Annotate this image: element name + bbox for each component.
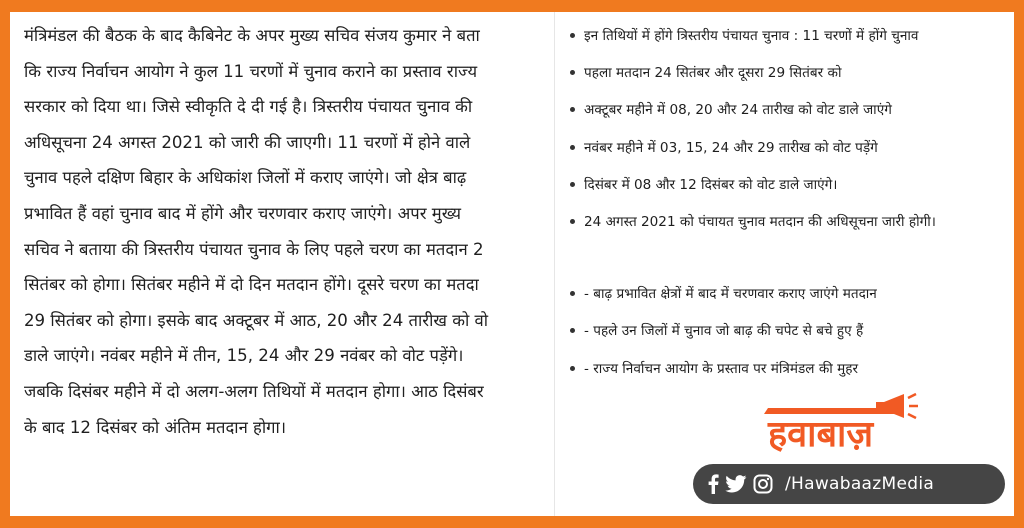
article-line: सचिव ने बताया की त्रिस्तरीय पंचायत चुनाव के लिए पहले चरण का मतदान 2: [24, 239, 484, 259]
article-line: सितंबर को होगा। सितंबर महीने में दो दिन मतदान होंगे। दूसरे चरण का मतदा: [24, 275, 479, 295]
column-divider: [554, 12, 555, 516]
list-item-text: 24 अगस्त 2021 को पंचायत चुनाव मतदान की अधिसूचना जारी होगी।: [584, 213, 936, 230]
bullet-icon: [570, 182, 575, 187]
social-handle-text: /HawabaazMedia: [785, 474, 935, 494]
facebook-icon[interactable]: [707, 474, 719, 494]
article-line: के बाद 12 दिसंबर को अंतिम मतदान होगा।: [24, 417, 287, 437]
megaphone-icon: [876, 394, 918, 418]
bullet-icon: [570, 366, 575, 371]
article-body: [24, 18, 539, 516]
list-item-text: - पहले उन जिलों में चुनाव जो बाढ़ की चपेट से बचे हुए हैं: [584, 323, 864, 340]
list-item-text: दिसंबर में 08 और 12 दिसंबर को वोट डाले जाएंगे।: [584, 176, 838, 193]
article-line: अधिसूचना 24 अगस्त 2021 को जारी की जाएगी। 11 चरणों में होने वाले: [24, 132, 471, 152]
list-item: [568, 175, 1008, 212]
article-line: डाले जाएंगे। नवंबर महीने में तीन, 15, 24 और 29 नवंबर को वोट पड़ेंगे।: [24, 346, 464, 366]
article-line: प्रभावित हैं वहां चुनाव बाद में होंगे और चरणवार कराए जाएंगे। अपर मुख्य: [24, 203, 462, 223]
list-item: [568, 100, 1008, 137]
article-line: मंत्रिमंडल की बैठक के बाद कैबिनेट के अपर मुख्य सचिव संजय कुमार ने बता: [24, 26, 480, 45]
article-paragraph: [24, 18, 539, 445]
bullet-icon: [570, 328, 575, 333]
list-item-text: - बाढ़ प्रभावित क्षेत्रों में बाद में चरणवार कराए जाएंगे मतदान: [584, 286, 877, 303]
list-item: [568, 212, 1008, 249]
bullet-icon: [570, 70, 575, 75]
list-item-text: इन तिथियों में होंगे त्रिस्तरीय पंचायत चुनाव : 11 चरणों में होंगे चुनाव: [584, 28, 919, 44]
list-item: [568, 284, 1008, 321]
list-item-text: अक्टूबर महीने में 08, 20 और 24 तारीख को वोट डाले जाएंगे: [584, 102, 892, 119]
instagram-icon[interactable]: [753, 474, 773, 494]
list-item-text: नवंबर महीने में 03, 15, 24 और 29 तारीख को वोट पड़ेंगे: [584, 139, 878, 156]
list-item-text: - राज्य निर्वाचन आयोग के प्रस्ताव पर मंत्रिमंडल की मुहर: [584, 360, 859, 377]
bullet-icon: [570, 107, 575, 112]
twitter-icon[interactable]: [725, 475, 747, 493]
article-line: चुनाव पहले दक्षिण बिहार के अधिकांश जिलों में कराए जाएंगे। जो क्षेत्र बाढ़: [24, 168, 467, 188]
summary-column: [568, 26, 1008, 396]
list-item: [568, 321, 1008, 358]
list-item: [568, 359, 1008, 396]
article-line: जबकि दिसंबर महीने में दो अलग-अलग तिथियों में मतदान होगा। आठ दिसंबर: [24, 381, 484, 401]
article-line: 29 सितंबर को होगा। इसके बाद अक्टूबर में आठ, 20 और 24 तारीख को वो: [24, 310, 489, 330]
schedule-list: [568, 26, 1008, 249]
brand-logo: [758, 392, 928, 462]
list-item-text: पहला मतदान 24 सितंबर और दूसरा 29 सितंबर को: [584, 65, 842, 82]
bullet-icon: [570, 145, 575, 150]
bullet-icon: [570, 219, 575, 224]
list-item: [568, 63, 1008, 100]
article-line: सरकार को दिया था। जिसे स्वीकृति दे दी गई है। त्रिस्तरीय पंचायत चुनाव की: [24, 97, 473, 117]
list-item: [568, 138, 1008, 175]
content-frame: [10, 12, 1014, 516]
bullet-icon: [570, 291, 575, 296]
bullet-icon: [570, 33, 575, 38]
article-line: कि राज्य निर्वाचन आयोग ने कुल 11 चरणों में चुनाव कराने का प्रस्ताव राज्य: [24, 61, 478, 81]
logo-text: हवाबाज़: [768, 414, 874, 455]
list-item: [568, 26, 1008, 63]
highlights-list: [568, 284, 1008, 396]
social-handle-pill[interactable]: [693, 464, 1005, 504]
